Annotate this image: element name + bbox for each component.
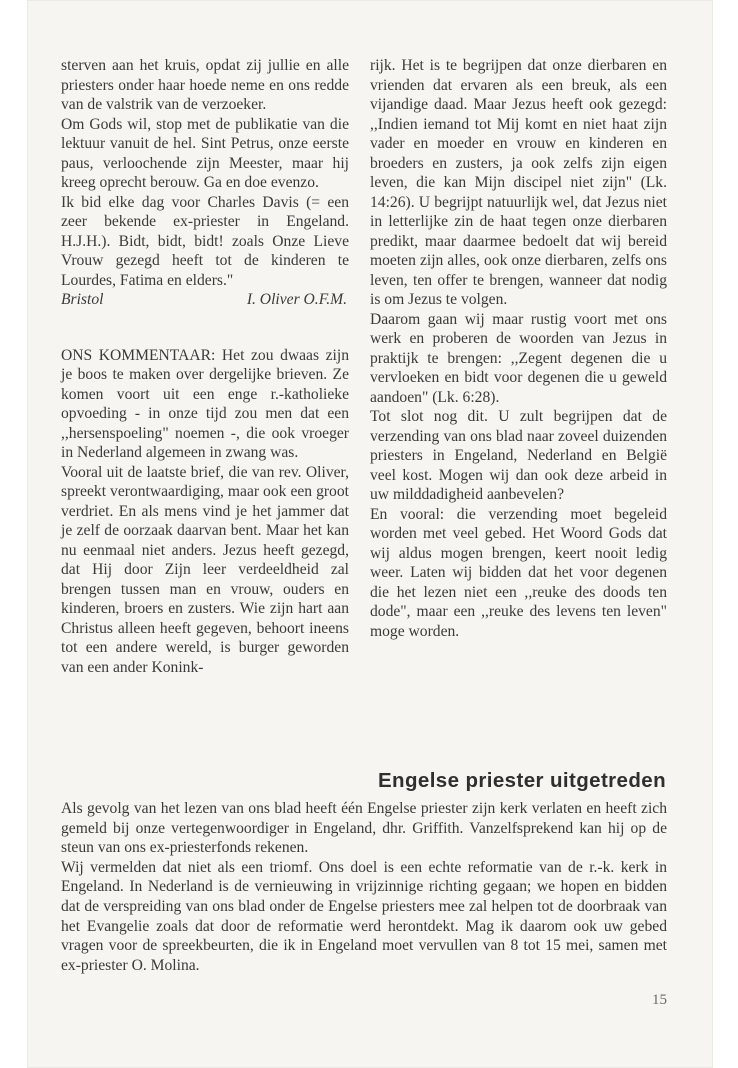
kommentaar-paragraph: Vooral uit de laatste brief, die van rev. Oliver, spreekt verontwaardiging, maar ook een groot verdriet. En als mens vind je het jammer dat je zelf de oorzaak daarvan bent. Maar het kan nu eenmaal niet anders. Jezus heeft gezegd, dat Hij door Zijn leer verdeeldheid zal brengen tussen man en vrouw, ouders en kinderen, broers en zusters. Wie zijn hart aan Christus alleen heeft gegeven, behoort ineens tot een andere wereld, is burger geworden van een ander Konink-: [61, 463, 349, 676]
kommentaar-paragraph: rijk. Het is te begrijpen dat onze dierbaren en vrienden dat ervaren als een breuk, als een vijandige daad. Maar Jezus heeft ook gezegd: ,,Indien iemand tot Mij komt en niet haat zijn vader en moeder en vrouw en kinderen en broeders en zusters, ja ook zelfs zijn eigen leven, die kan Mijn discipel niet zijn" (Lk. 14:26). U begrijpt natuurlijk wel, dat Jezus niet in letterlijke zin de haat tegen onze dierbaren predikt, maar daarmee bedoelt dat wij bereid moeten zijn alles, ook onze dierbaren, zelfs ons leven, ten offer te brengen, wanneer dat nodig is om Jezus te volgen.: [370, 57, 667, 308]
page-number: 15: [652, 992, 667, 1008]
letter-paragraph: Ik bid elke dag voor Charles Davis (= een zeer bekende ex-priester in Engeland. H.J.H.). Bidt, bidt, bidt! zoals Onze Lieve Vrouw gezegd heeft tot de kinderen te Lourdes, Fatima en elders.": [61, 193, 349, 289]
kommentaar-paragraph: Tot slot nog dit. U zult begrijpen dat de verzending van ons blad naar zoveel duizenden priesters in Engeland, Nederland en België veel kost. Mogen wij dan ook deze arbeid in uw milddadigheid aanbevelen?: [370, 408, 667, 503]
signature-name: I. Oliver O.F.M.: [246, 291, 347, 308]
letter-paragraph: Om Gods wil, stop met de publikatie van die lektuur vanuit de hel. Sint Petrus, onze eerste paus, verloochende zijn Meester, maar hij kreeg oprecht berouw. Ga en doe evenzo.: [61, 115, 349, 191]
signature-place: Bristol: [61, 291, 104, 308]
kommentaar-paragraph: En vooral: die verzending moet begeleid worden met veel gebed. Het Woord Gods dat wij aldus mogen brengen, keert nooit ledig weer. Laten wij bidden dat het voor degenen die het lezen niet een ,,reuke des doods ten dode", maar een ,,reuke des levens ten leven" moge worden.: [370, 505, 667, 640]
left-column: [61, 56, 349, 677]
article-paragraph: Wij vermelden dat niet als een triomf. Ons doel is een echte reformatie van de r.-k. kerk in Engeland. In Nederland is de vernieuwing in vrijzinnige richting gegaan; we hopen en bidden dat de verspreiding van ons blad onder de Engelse priesters mee zal helpen tot de doorbraak van het Evangelie zoals dat door de reformatie werd herontdekt. Mag ik daarom ook uw gebed vragen voor de spreekbeurten, die ik in Engeland moet vervullen van 8 tot 15 mei, samen met ex-priester O. Molina.: [61, 858, 667, 974]
article-headline: Engelse priester uitgetreden: [377, 769, 666, 792]
letter-signature: [61, 290, 349, 310]
magazine-page: [27, 0, 713, 1068]
article-body: [61, 799, 667, 975]
kommentaar-paragraph: ONS KOMMENTAAR: Het zou dwaas zijn je boos te maken over dergelijke brieven. Ze komen voort uit een enge r.-katholieke opvoeding - in onze tijd zou men dat een ,,hersenspoeling" noemen -, die ook vroeger in Nederland algemeen in zwang was.: [61, 346, 349, 461]
right-column: [370, 56, 667, 641]
kommentaar-paragraph: Daarom gaan wij maar rustig voort met ons werk en proberen de woorden van Jezus in praktijk te brengen: ,,Zegent degenen die u vervloeken en bidt voor degenen die u geweld aandoen" (Lk. 6:28).: [370, 310, 667, 406]
article-paragraph: Als gevolg van het lezen van ons blad heeft één Engelse priester zijn kerk verlaten en heeft zich gemeld bij onze vertegenwoordiger in Engeland, dhr. Griffith. Vanzelfsprekend kan hij op de steun van ons ex-priesterfonds rekenen.: [61, 800, 667, 857]
letter-paragraph: sterven aan het kruis, opdat zij jullie en alle priesters onder haar hoede neme en ons redde van de valstrik van de verzoeker.: [61, 57, 349, 113]
